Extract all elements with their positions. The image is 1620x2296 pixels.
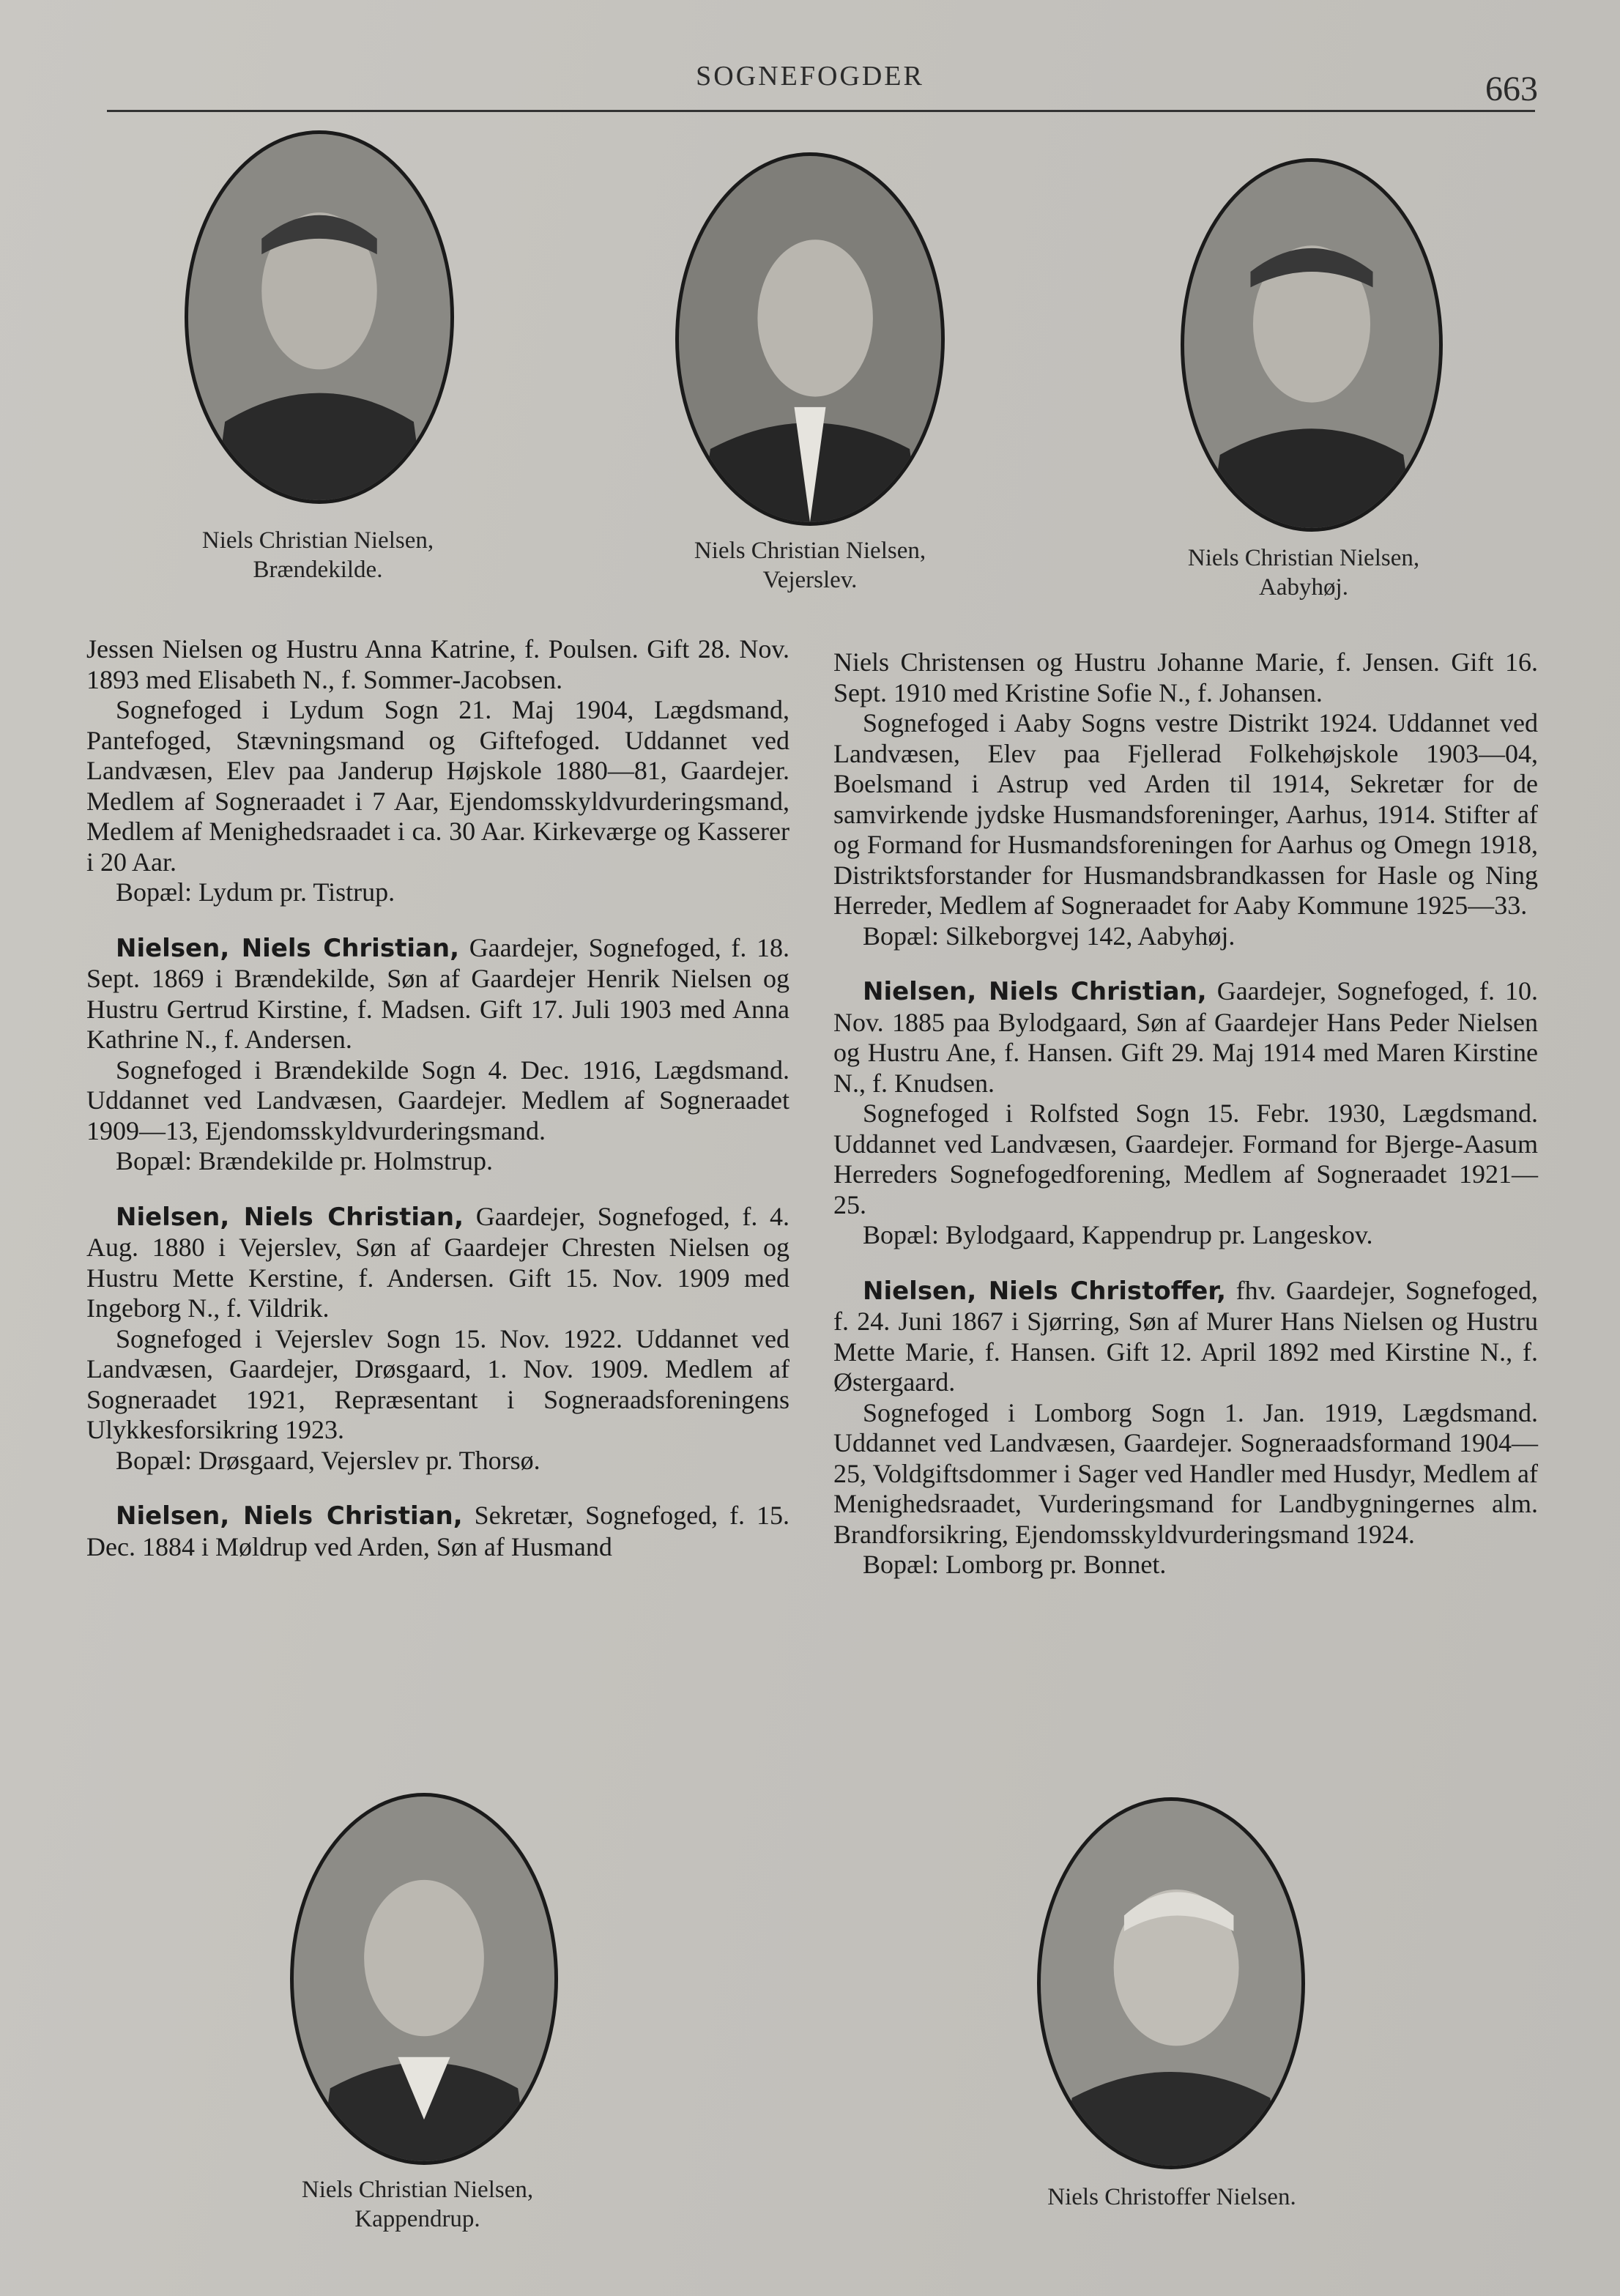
portrait-photo-brændekilde	[185, 130, 454, 504]
entry-residence: Bopæl: Lydum pr. Tistrup.	[116, 877, 395, 907]
entry-residence: Bopæl: Lomborg pr. Bonnet.	[863, 1550, 1167, 1579]
entry-name: Nielsen, Niels Christoffer,	[863, 1276, 1226, 1306]
caption-name: Niels Christian Nielsen,	[694, 538, 926, 564]
portrait-caption	[620, 536, 1000, 595]
caption-name: Niels Christian Nielsen,	[201, 527, 434, 554]
portrait-caption	[1113, 543, 1494, 602]
portrait-photo-vejerslev	[675, 152, 945, 526]
caption-name: Niels Christian Nielsen,	[1187, 545, 1420, 571]
entry-text: fhv. Gaardejer, Sognefoged, f. 24. Juni 1867 i Sjørring, Søn af Murer Hans Nielsen og Hustru Mette Marie, f. Hansen. Gift 12. April 1892 med Kirstine N., f. Østergaard.	[833, 1275, 1538, 1397]
portrait-caption	[127, 526, 508, 584]
caption-place: Kappendrup.	[354, 2206, 480, 2232]
portrait-photo-christoffer	[1037, 1797, 1305, 2169]
header-rule	[107, 110, 1535, 112]
entry-office-text: Sognefoged i Aaby Sogns vestre Distrikt 1924. Uddannet ved Landvæsen, Elev paa Fjellerad Folkehøjskole 1903—04, Boelsmand i Astrup ved Arden til 1914, Sekretær for de samvirkende jydske Husmandsforeninger, Aarhus, 1914. Stifter af og Formand for Husmandsforeningen for Aarhus og Omegn 1918, Distriktsforstander for Husmandsbrandkassen for Hasle og Ning Herreder, Medlem af Sogneraadet for Aaby Kommune 1925—33.	[833, 708, 1538, 920]
entry-office-text: Sognefoged i Lomborg Sogn 1. Jan. 1919, Lægdsmand. Uddannet ved Landvæsen, Gaardejer. Sogneraadsformand 1904—25, Voldgiftsdommer i Sager ved Handler med Husdyr, Medlem af Menighedsraadet, Vurderingsmand for Landbygningernes alm. Brandforsikring, Ejendomsskyldvurderingsmand 1924.	[833, 1397, 1538, 1549]
entry-text: Gaardejer, Sognefoged, f. 18. Sept. 1869 i Brændekilde, Søn af Gaardejer Henrik Nielsen og Hustru Gertrud Kirstine, f. Madsen. Gift 17. Juli 1903 med Anna Kathrine N., f. Andersen.	[86, 932, 790, 1054]
page-number: 663	[1485, 70, 1538, 108]
entry-office-text: Sognefoged i Lydum Sogn 21. Maj 1904, Lægdsmand, Pantefoged, Stævningsmand og Giftefoged. Uddannet ved Landvæsen, Elev paa Janderup Højskole 1880—81, Gaardejer. Medlem af Sogneraadet i 7 Aar, Ejendomsskyldvurderingsmand, Medlem af Menighedsraadet i ca. 30 Aar. Kirkeværge og Kasserer i 20 Aar.	[86, 695, 789, 877]
biography-entry	[86, 1501, 789, 1562]
entry-office-text: Sognefoged i Vejerslev Sogn 15. Nov. 1922. Uddannet ved Landvæsen, Gaardejer, Drøsgaard, 1. Nov. 1909. Medlem af Sogneraadet 1921, Repræsentant i Sogneraadsforeningens Ulykkesforsikring 1923.	[86, 1323, 789, 1444]
biography-entry	[833, 1276, 1538, 1398]
entry-name: Nielsen, Niels Christian,	[116, 933, 460, 963]
entry-residence: Bopæl: Brændekilde pr. Holmstrup.	[116, 1146, 494, 1175]
entry-residence: Bopæl: Bylodgaard, Kappendrup pr. Langeskov.	[863, 1220, 1373, 1249]
caption-place: Aabyhøj.	[1259, 574, 1348, 601]
biography-entry	[833, 976, 1538, 1099]
portrait-caption	[227, 2175, 608, 2234]
entry-name: Nielsen, Niels Christian,	[116, 1501, 463, 1531]
left-column	[86, 634, 789, 1562]
entry-name: Nielsen, Niels Christian,	[863, 977, 1207, 1006]
entry-text: Sekretær, Sognefoged, f. 15. Dec. 1884 i Møldrup ved Arden, Søn af Husmand	[86, 1501, 790, 1561]
entry-continuation-text: Jessen Nielsen og Hustru Anna Katrine, f. Poulsen. Gift 28. Nov. 1893 med Elisabeth N., f. Sommer-Jacobsen.	[86, 634, 789, 694]
caption-place: Vejerslev.	[762, 567, 858, 593]
entry-name: Nielsen, Niels Christian,	[116, 1202, 464, 1232]
caption-name: Niels Christoffer Nielsen.	[1047, 2184, 1296, 2210]
caption-place: Brændekilde.	[253, 557, 383, 583]
biography-entry	[86, 933, 789, 1055]
entry-continuation-text: Niels Christensen og Hustru Johanne Marie, f. Jensen. Gift 16. Sept. 1910 med Kristine Sofie N., f. Johansen.	[833, 647, 1538, 707]
entry-office-text: Sognefoged i Brændekilde Sogn 4. Dec. 1916, Lægdsmand. Uddannet ved Landvæsen, Gaardejer. Medlem af Sogneraadet 1909—13, Ejendomsskyldvurderingsmand.	[86, 1055, 789, 1145]
entry-office-text: Sognefoged i Rolfsted Sogn 15. Febr. 1930, Lægdsmand. Uddannet ved Landvæsen, Gaardejer. Formand for Bjerge-Aasum Herreders Sognefogedforening, Medlem af Sogneraadet 1921—25.	[833, 1099, 1538, 1219]
portrait-caption	[981, 2182, 1362, 2212]
entry-residence: Bopæl: Silkeborgvej 142, Aabyhøj.	[863, 921, 1236, 951]
caption-name: Niels Christian Nielsen,	[301, 2177, 534, 2203]
entry-text: Gaardejer, Sognefoged, f. 10. Nov. 1885 paa Bylodgaard, Søn af Gaardejer Hans Peder Nielsen og Hustru Ane, f. Hansen. Gift 29. Maj 1914 med Maren Kirstine N., f. Knudsen.	[833, 976, 1539, 1098]
portrait-photo-aabyhoj	[1181, 158, 1443, 532]
entry-residence: Bopæl: Drøsgaard, Vejerslev pr. Thorsø.	[116, 1445, 540, 1475]
right-column	[833, 647, 1538, 1580]
running-head: SOGNEFOGDER	[696, 61, 924, 92]
entry-text: Gaardejer, Sognefoged, f. 4. Aug. 1880 i Vejerslev, Søn af Gaardejer Chresten Nielsen og Hustru Mette Kerstine, f. Andersen. Gift 15. Nov. 1909 med Ingeborg N., f. Vildrik.	[86, 1201, 790, 1323]
biography-entry	[86, 1202, 789, 1324]
portrait-photo-kappendrup	[290, 1793, 558, 2165]
